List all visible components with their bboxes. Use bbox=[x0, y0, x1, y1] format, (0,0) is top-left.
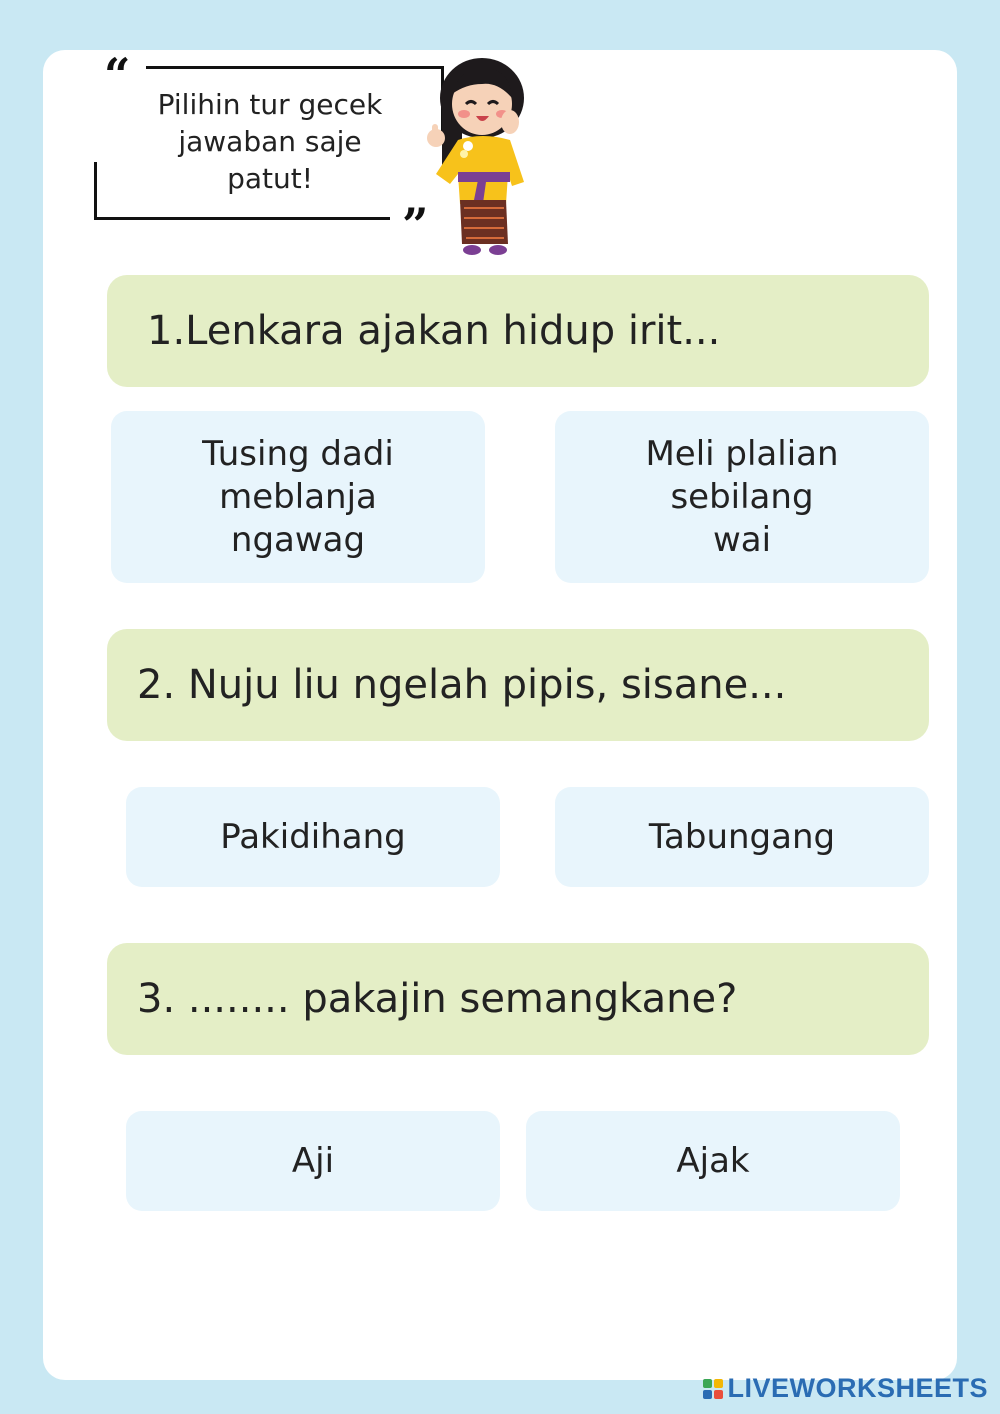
question-1: 1.Lenkara ajakan hidup irit... bbox=[107, 275, 929, 387]
liveworksheets-brand bbox=[703, 1373, 988, 1404]
balinese-girl-illustration bbox=[420, 54, 536, 264]
q2-option-a[interactable]: Pakidihang bbox=[126, 787, 500, 887]
close-quote-icon: ” bbox=[402, 198, 429, 252]
question-3: 3. ........ pakajin semangkane? bbox=[107, 943, 929, 1055]
q3-option-b[interactable]: Ajak bbox=[526, 1111, 900, 1211]
open-quote-icon: “ bbox=[104, 48, 131, 102]
brand-name: LIVEWORKSHEETS bbox=[727, 1373, 988, 1403]
liveworksheets-logo-icon bbox=[703, 1379, 723, 1399]
q3-option-a[interactable]: Aji bbox=[126, 1111, 500, 1211]
q2-option-b[interactable]: Tabungang bbox=[555, 787, 929, 887]
question-2: 2. Nuju liu ngelah pipis, sisane... bbox=[107, 629, 929, 741]
instruction-text: Pilihin tur gecek jawaban saje patut! bbox=[157, 88, 383, 195]
q1-option-b[interactable]: Meli plalian sebilang wai bbox=[555, 411, 929, 583]
q1-option-a[interactable]: Tusing dadi meblanja ngawag bbox=[111, 411, 485, 583]
